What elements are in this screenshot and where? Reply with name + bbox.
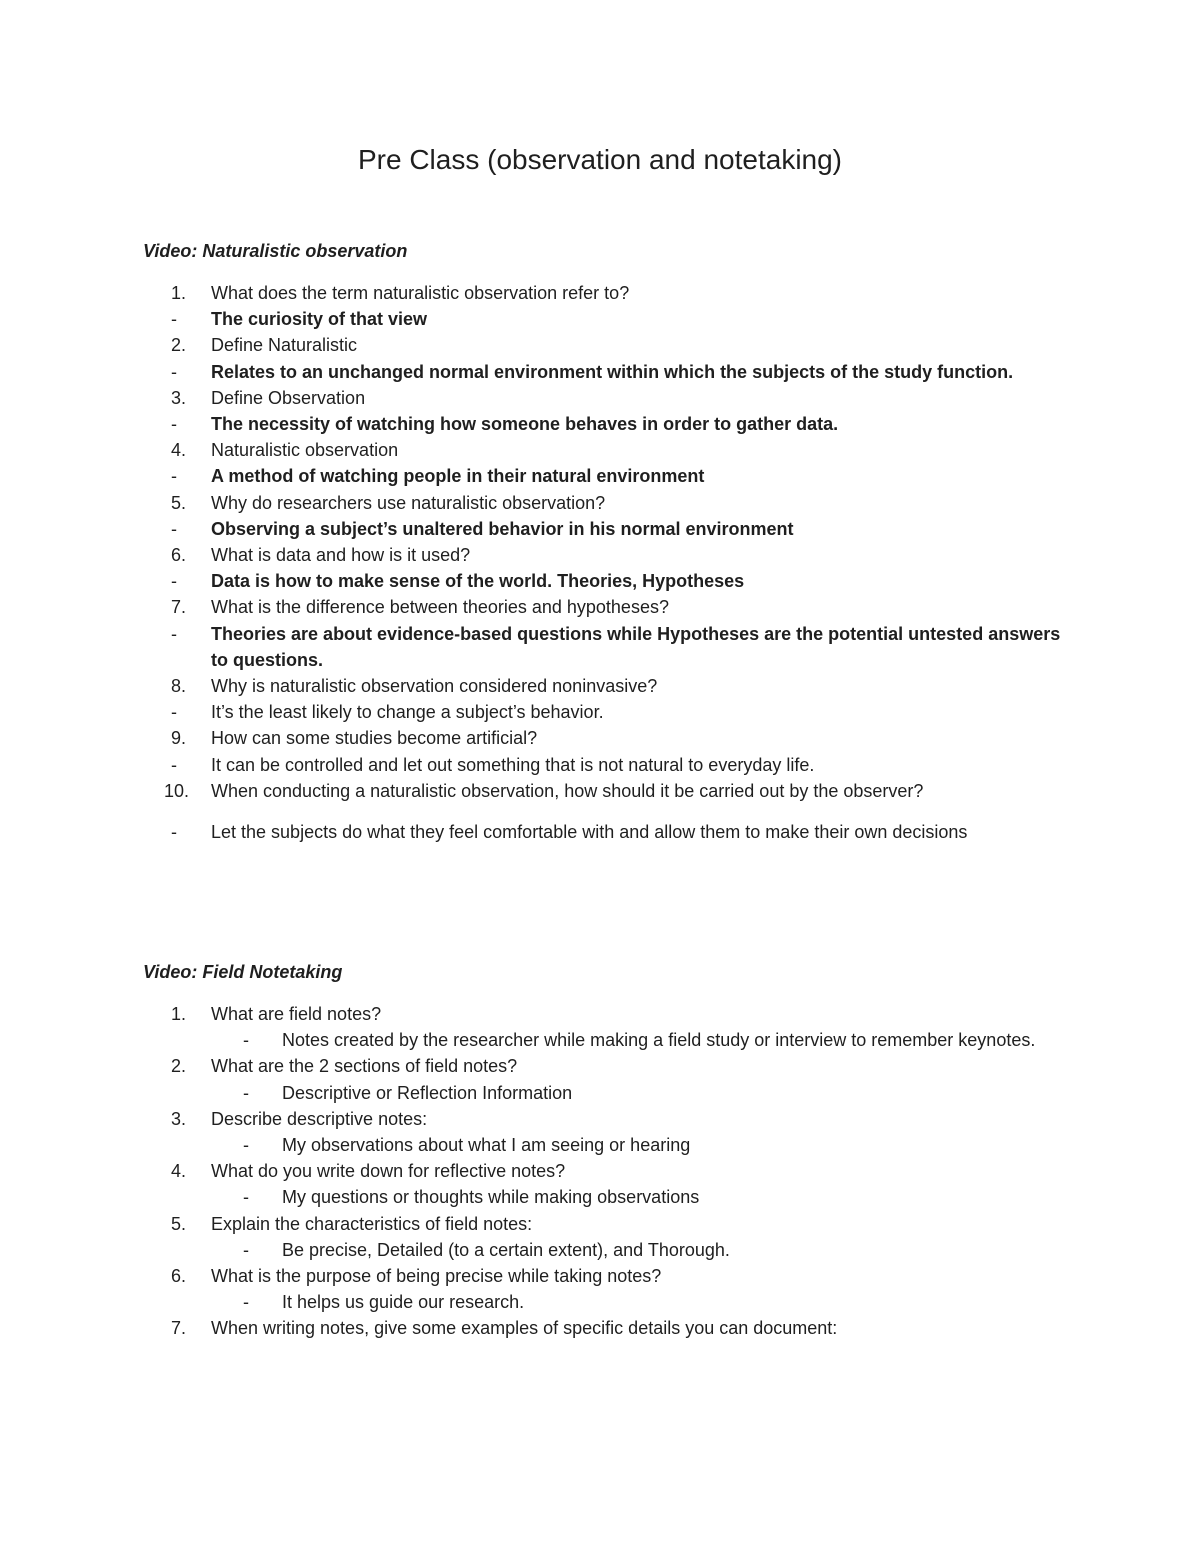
answer-text: Notes created by the researcher while making a field study or interview to remember keynotes. <box>282 1030 1036 1051</box>
list-item <box>0 359 1200 385</box>
question-text: What are field notes? <box>211 1004 382 1024</box>
answer-text: Data is how to make sense of the world. Theories, Hypotheses <box>211 571 745 592</box>
list-number: 7. <box>171 1318 187 1339</box>
list-item <box>0 1289 1200 1315</box>
list-dash: - <box>243 1292 249 1313</box>
list-number: 3. <box>171 1108 187 1129</box>
question-text: What is the purpose of being precise while taking notes? <box>211 1266 662 1287</box>
list-number: 1. <box>171 283 187 303</box>
list-number: 10. <box>164 780 190 801</box>
list-item <box>0 463 1200 489</box>
question-text: How can some studies become artificial? <box>211 728 538 749</box>
list-item <box>0 1158 1200 1184</box>
list-item <box>0 1237 1200 1263</box>
question-text: Describe descriptive notes: <box>211 1108 428 1129</box>
list-item <box>0 385 1200 411</box>
list-item <box>0 1053 1200 1079</box>
list-item <box>0 1263 1200 1289</box>
answer-text: My observations about what I am seeing or hearing <box>282 1135 691 1156</box>
list-item <box>0 1080 1200 1106</box>
list-item <box>0 778 1200 804</box>
list-item <box>0 725 1200 751</box>
list-dash: - <box>171 361 177 382</box>
list-dash: - <box>243 1239 249 1260</box>
list-number: 7. <box>171 597 187 618</box>
answer-text: Relates to an unchanged normal environment within which the subjects of the study function. <box>211 361 1014 382</box>
question-text: What is the difference between theories and hypotheses? <box>211 597 669 618</box>
question-text: Explain the characteristics of field notes: <box>211 1213 533 1234</box>
field-notetaking-list <box>0 1001 1200 1342</box>
list-item <box>0 819 1200 845</box>
question-text: When conducting a naturalistic observation, how should it be carried out by the observer? <box>211 780 924 801</box>
list-number: 5. <box>171 492 187 513</box>
list-dash: - <box>243 1082 249 1103</box>
list-number: 2. <box>171 1056 187 1077</box>
list-item <box>0 699 1200 725</box>
list-number: 6. <box>171 1266 187 1287</box>
list-dash: - <box>171 518 177 539</box>
list-item <box>0 1315 1200 1341</box>
answer-text: Let the subjects do what they feel comfortable with and allow them to make their own decisions <box>211 822 968 843</box>
naturalistic-observation-list <box>0 280 1200 845</box>
list-number: 6. <box>171 545 187 566</box>
list-item <box>0 411 1200 437</box>
question-text: Naturalistic observation <box>211 440 399 461</box>
question-text: Why is naturalistic observation considered noninvasive? <box>211 676 658 697</box>
answer-text: A method of watching people in their natural environment <box>211 466 705 487</box>
list-number: 9. <box>171 728 187 749</box>
answer-text: Observing a subject’s unaltered behavior in his normal environment <box>211 518 794 539</box>
list-item <box>0 437 1200 463</box>
answer-text: The necessity of watching how someone behaves in order to gather data. <box>211 414 839 435</box>
list-item <box>0 306 1200 332</box>
question-text: Define Observation <box>211 387 366 408</box>
list-dash: - <box>171 702 177 723</box>
list-dash: - <box>171 309 177 330</box>
list-item <box>0 280 1200 306</box>
list-item <box>0 752 1200 778</box>
answer-text: The curiosity of that view <box>211 309 428 330</box>
list-item <box>0 1027 1200 1053</box>
list-item <box>0 1184 1200 1210</box>
list-item <box>0 621 1200 673</box>
answer-text: It helps us guide our research. <box>282 1292 525 1313</box>
list-number: 8. <box>171 676 187 697</box>
list-dash: - <box>171 822 177 843</box>
list-dash: - <box>171 623 177 644</box>
answer-text: It can be controlled and let out something that is not natural to everyday life. <box>211 754 815 775</box>
list-number: 4. <box>171 440 187 461</box>
list-dash: - <box>171 754 177 775</box>
answer-text: Be precise, Detailed (to a certain extent), and Thorough. <box>282 1239 730 1260</box>
answer-text: It’s the least likely to change a subject’s behavior. <box>211 702 604 723</box>
section-heading-naturalistic-observation: Video: Naturalistic observation <box>143 241 408 261</box>
question-text: Why do researchers use naturalistic observation? <box>211 492 606 513</box>
list-item <box>0 1211 1200 1237</box>
list-dash: - <box>243 1135 249 1156</box>
list-item <box>0 516 1200 542</box>
question-text: What does the term naturalistic observation refer to? <box>211 283 630 303</box>
list-number: 5. <box>171 1213 187 1234</box>
list-item <box>0 673 1200 699</box>
list-dash: - <box>171 466 177 487</box>
list-number: 3. <box>171 387 187 408</box>
list-dash: - <box>243 1187 249 1208</box>
list-number: 2. <box>171 335 187 356</box>
question-text: What do you write down for reflective notes? <box>211 1161 566 1182</box>
list-item <box>0 542 1200 568</box>
section-heading-field-notetaking: Video: Field Notetaking <box>143 962 343 982</box>
answer-text: Theories are about evidence-based questions while Hypotheses are the potential untested answers to questions. <box>211 623 1061 670</box>
question-text: What is data and how is it used? <box>211 545 471 566</box>
list-item <box>0 568 1200 594</box>
list-dash: - <box>171 571 177 592</box>
answer-text: Descriptive or Reflection Information <box>282 1082 573 1103</box>
answer-text: My questions or thoughts while making observations <box>282 1187 700 1208</box>
question-text: What are the 2 sections of field notes? <box>211 1056 518 1077</box>
list-item <box>0 1106 1200 1132</box>
list-item <box>0 1132 1200 1158</box>
list-dash: - <box>171 414 177 435</box>
list-item <box>0 490 1200 516</box>
list-number: 4. <box>171 1161 187 1182</box>
spacer <box>0 804 1200 819</box>
question-text: Define Naturalistic <box>211 335 358 356</box>
list-item <box>0 1001 1200 1027</box>
list-item <box>0 594 1200 620</box>
list-item <box>0 332 1200 358</box>
list-number: 1. <box>171 1004 187 1024</box>
list-dash: - <box>243 1030 249 1051</box>
question-text: When writing notes, give some examples of specific details you can document: <box>211 1318 838 1339</box>
page-title: Pre Class (observation and notetaking) <box>357 144 843 175</box>
